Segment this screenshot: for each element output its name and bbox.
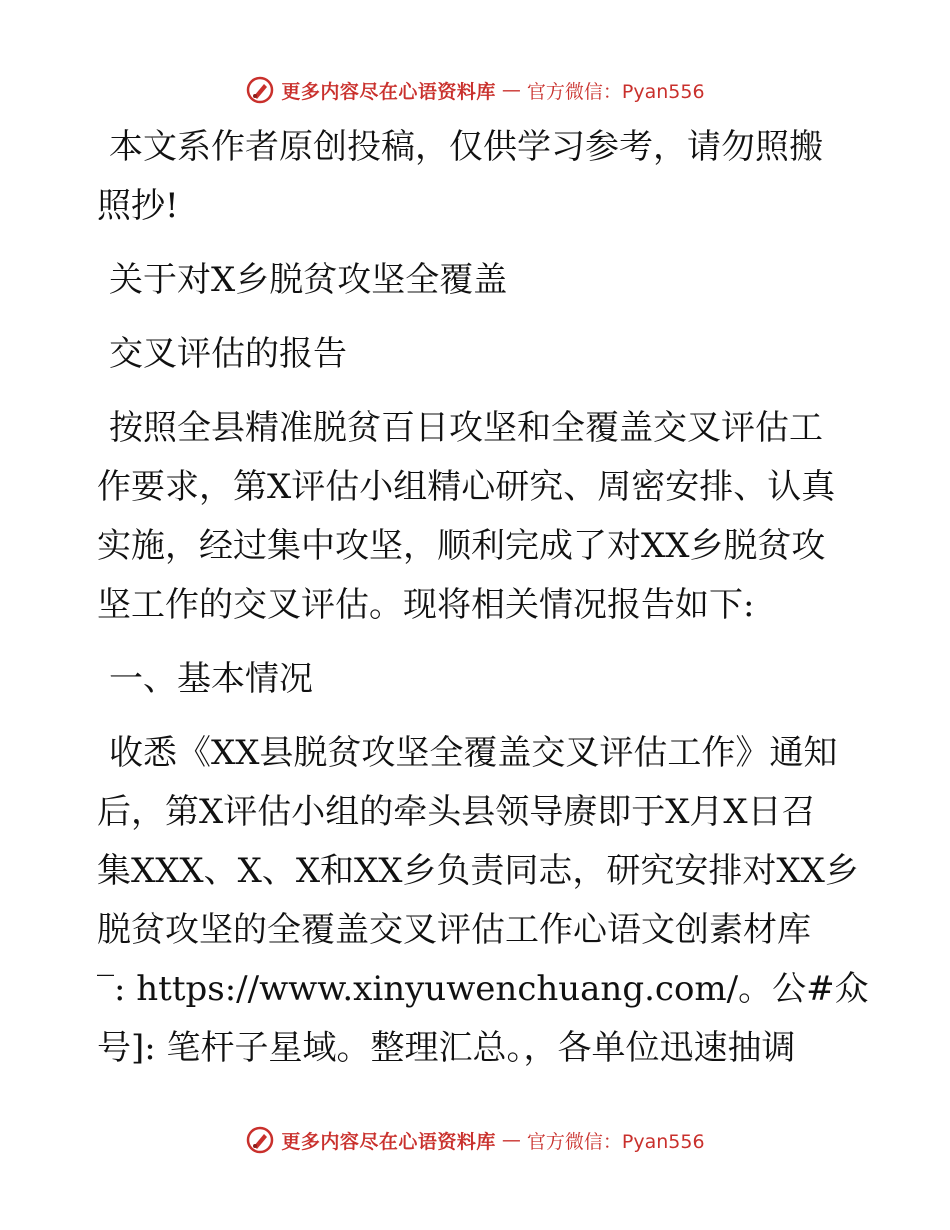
watermark-brand-text: 更多内容尽在心语资料库 [281, 1130, 496, 1153]
section1-heading: 一、基本情况 [109, 659, 313, 699]
section1-line: 号]: 笔杆子星域。整理汇总。，各单位迅速抽调 [97, 1028, 796, 1068]
watermark-wechat-text: 官方微信：Pyan556 [526, 80, 705, 103]
notice-paragraph [97, 118, 857, 236]
intro-line: 按照全县精准脱贫百日攻坚和全覆盖交叉评估工 [109, 408, 823, 448]
section-heading [97, 650, 857, 709]
notice-line: 本文系作者原创投稿，仅供学习参考，请勿照搬 [109, 127, 823, 167]
title-line-2: 交叉评估的报告 [109, 334, 347, 374]
intro-paragraph [97, 399, 857, 635]
document-body [97, 118, 869, 1093]
pen-circle-logo-icon [245, 75, 275, 105]
title-line-1: 关于对X乡脱贫攻坚全覆盖 [109, 260, 508, 300]
section1-line: 集XXX、X、X和XX乡负责同志，研究安排对XX乡 [97, 851, 859, 891]
section1-line: ‾: https://www.xinyuwenchuang.com/。公#众 [97, 969, 869, 1009]
section1-line: 后，第X评估小组的牵头县领导赓即于X月X日召 [97, 792, 816, 832]
document-title-line [97, 325, 857, 384]
section1-line: 收悉《XX县脱贫攻坚全覆盖交叉评估工作》通知 [109, 733, 838, 773]
intro-line: 实施，经过集中攻坚，顺利完成了对XX乡脱贫攻 [97, 526, 826, 566]
pen-circle-logo-icon [245, 1125, 275, 1155]
header-watermark [0, 72, 950, 108]
notice-line: 照抄! [97, 186, 179, 226]
watermark-dash: — [501, 79, 521, 101]
watermark-dash: — [501, 1129, 521, 1151]
section1-paragraph [97, 724, 869, 1078]
watermark-wechat-text: 官方微信：Pyan556 [526, 1130, 705, 1153]
document-title-line [97, 251, 857, 310]
watermark-brand-text: 更多内容尽在心语资料库 [281, 80, 496, 103]
intro-line: 作要求，第X评估小组精心研究、周密安排、认真 [97, 467, 836, 507]
intro-line: 坚工作的交叉评估。现将相关情况报告如下: [97, 585, 755, 625]
footer-watermark [0, 1122, 950, 1158]
section1-line: 脱贫攻坚的全覆盖交叉评估工作心语文创素材库 [97, 910, 811, 950]
